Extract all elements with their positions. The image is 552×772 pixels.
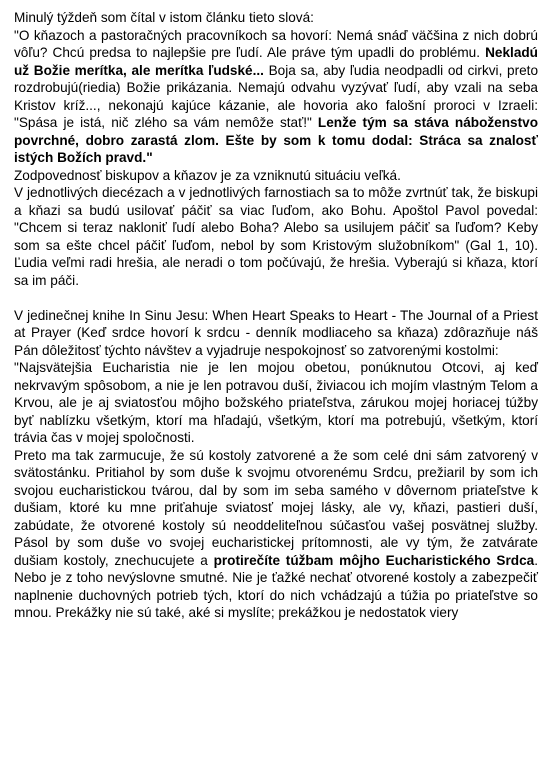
- responsibility-line: Zodpovednosť biskupov a kňazov je za vzniknutú situáciu veľká.: [14, 167, 401, 183]
- dioceses-paragraph: V jednotlivých diecézach a v jednotlivých farnostiach sa to môže zvrtnúť tak, že biskupi a kňazi sa budú usilovať páčiť sa viac ľuďom, ako Bohu. Apoštol Pavol povedal: "Chcem si teraz nakloniť ľudí alebo Boha? Alebo sa usilujem páčiť sa ľuďom? Keby som sa ešte chcel páčiť ľuďom, nebol by som Kristovým služobníkom" (Gal 1, 10). Ľudia veľmi radi hrešia, ale neradi o tom počúvajú, že hrešia. Vyberajú si kňaza, ktorí sa im páči.: [14, 185, 538, 288]
- quoted-article: [14, 27, 538, 167]
- paragraph-gap: [14, 289, 538, 307]
- closed-churches-part-2: . Nebo je z toho nevýslovne smutné. Nie je ťažké nechať otvorené kostoly a zabezpečiť naplnenie duchovných potrieb tých, ktorí do nich vchádzajú a túžia po priateľstve so mnou. Prekážky nie sú také, aké si myslíte; prekážkou je nedostatok viery: [14, 552, 538, 620]
- intro-line: Minulý týždeň som čítal v istom článku tieto slová:: [14, 10, 314, 25]
- quote-bold-2: Lenže tým sa stáva náboženstvo povrchné, dobro zarastá zlom. Ešte by som k tomu dodal: Strácа sa znalosť istých Božích pravd.": [14, 115, 539, 165]
- quote-part-2: Boja sa, aby ľudia neodpadli od cirkvi, preto rozdrobujú(riedia) Božie prikázania. Nemajú odvahu vyzývať ľudí, aby vzali na seba Kristov kríž..., nekonajú kajúce kázanie, ale hovoria ako falošní proroci v Izraeli: "Spása je istá, nič zlého sa vám nemôže stať!": [14, 62, 539, 130]
- eucharist-quote: "Najsvätejšia Eucharistia nie je len mojou obetou, ponúknutou Otcovi, aj keď nekrvavým spôsobom, a nie je len potravou duší, živiacou ich mojím vlastným Telom a Krvou, ale je aj sviatosťou môjho božského priateľstva, zárukou mojej horiacej túžby byť nablízku všetkým, ktorí ma hľadajú, všetkým, ktorí ma potrebujú, všetkým, ktorí trávia čas v mojej spoločnosti.: [14, 360, 538, 445]
- closed-churches-part-1: Preto ma tak zarmucuje, že sú kostoly zatvorené a že som celé dni sám zatvorený v svätostánku. Pritiahol by som duše k svojmu otvorenému Srdcu, prežiaril by som ich svojou eucharistickou tvárou, dal by som im seba samého v dôvernom priateľstve k dušiam, ktoré ku mne priťahuje sviatosť mojej lásky, ale vy, kňazi, pastieri duší, zabúdate, že otvorené kostoly sú neoddeliteľnou súčasťou vašej posvätnej služby. Pásol by som duše vo svojej eucharistickej prítomnosti, ale vy tým, že zatvárate dušiam kostoly, znechucujete a: [14, 447, 538, 568]
- quote-part-1: "O kňazoch a pastoračných pracovníkoch sa hovorí: Nemá snáď väčšina z nich dobrú vôľu? Chcú predsa to najlepšie pre ľudí. Ale práve tým upadli do problému.: [14, 27, 538, 60]
- closed-churches-bold: protirečíte túžbam môjho Eucharistického Srdca: [213, 552, 535, 568]
- book-paragraph: V jedinečnej knihe In Sinu Jesu: When Heart Speaks to Heart - The Journal of a Priest at Prayer (Keď srdce hovorí k srdcu - denník modliaceho sa kňaza) zdôrazňuje náš Pán dôležitosť týchto návštev a vyjadruje nespokojnosť so zatvorenými kostolmi:: [14, 307, 538, 358]
- quote-bold-1: Nekladú už Božie merítka, ale merítka ľudské...: [14, 45, 538, 78]
- closed-churches-paragraph: [14, 447, 538, 622]
